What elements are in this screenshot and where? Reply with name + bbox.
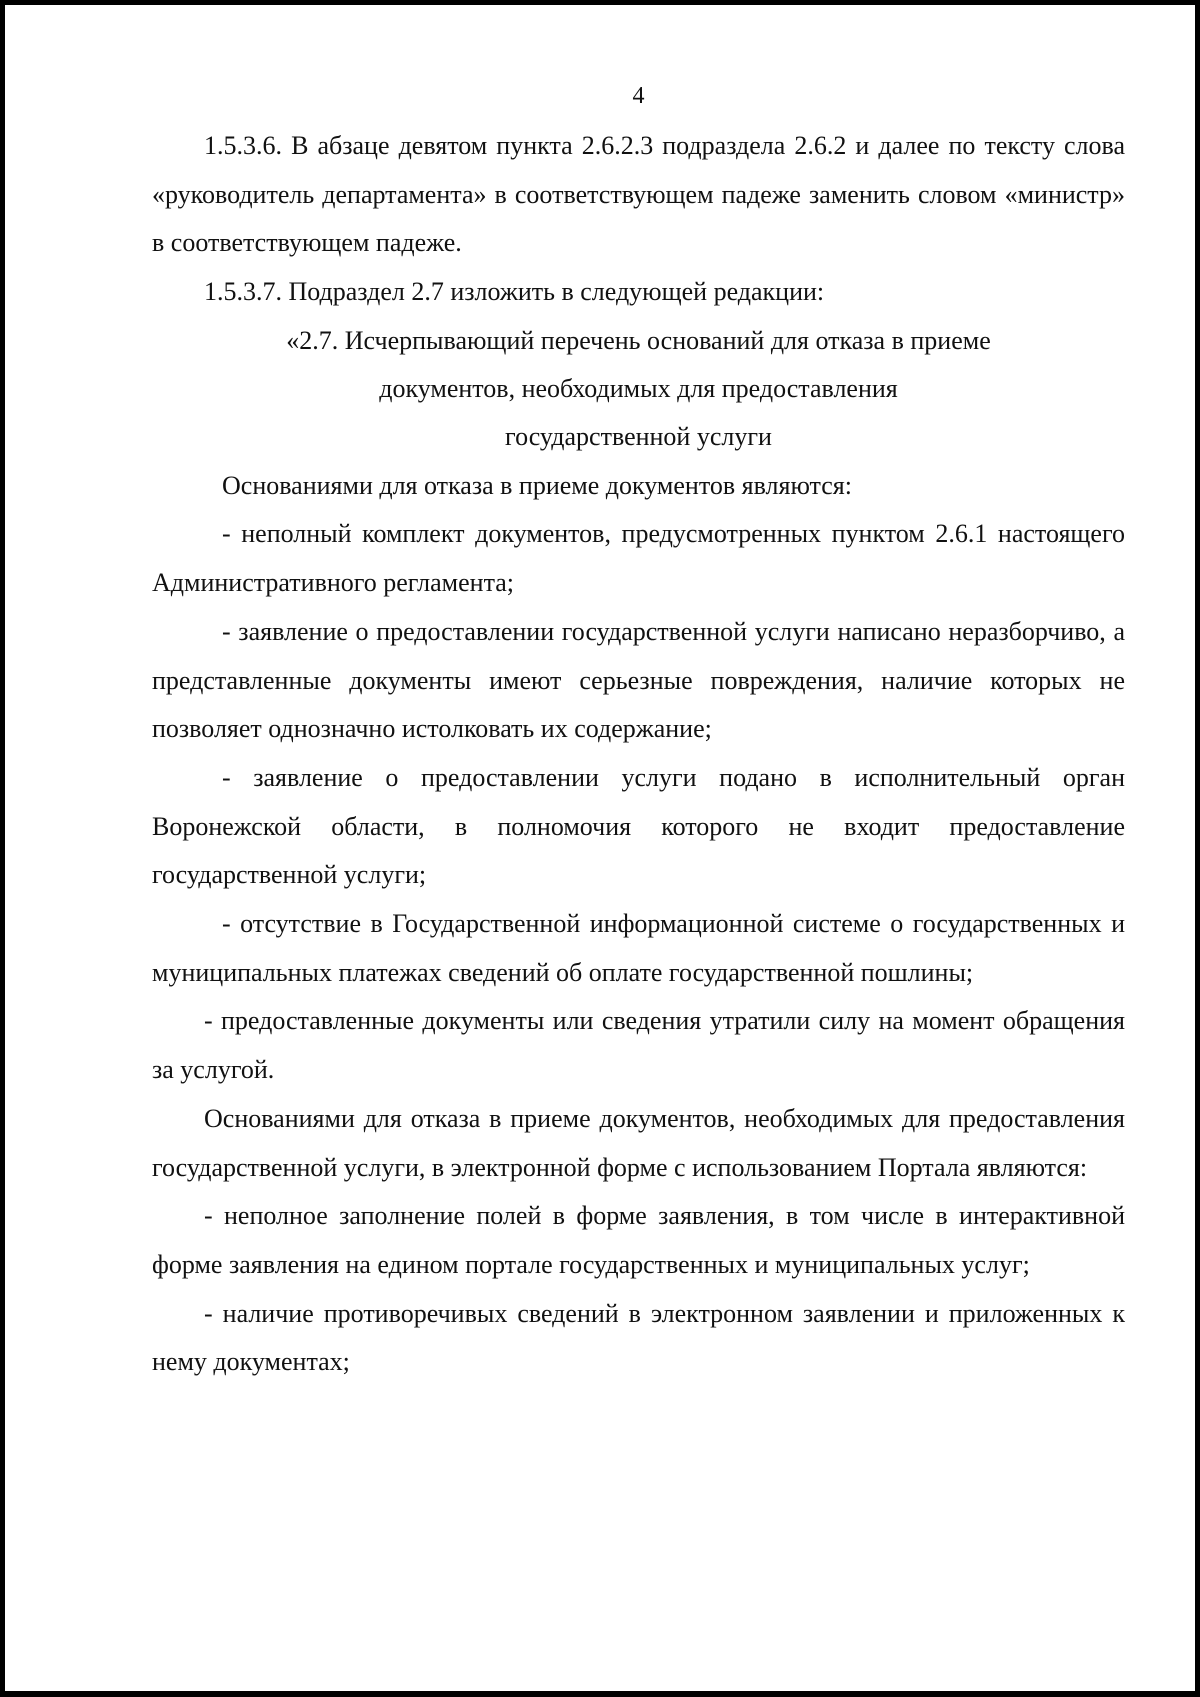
section-heading-line-2: документов, необходимых для предоставления xyxy=(379,374,898,404)
paragraph-1-5-3-6: 1.5.3.6. В абзаце девятом пункта 2.6.2.3 подраздела 2.6.2 и далее по тексту слова «руководитель департамента» в соответствующем падеже заменить словом «министр» в соответствующем падеже. xyxy=(152,131,1125,258)
section-heading-2-7 xyxy=(152,317,1125,462)
document-page xyxy=(152,78,1125,1387)
list-item-expired: - предоставленные документы или сведения утратили силу на момент обращения за услугой. xyxy=(152,1006,1125,1085)
paragraph-electronic-grounds: Основаниями для отказа в приеме документов, необходимых для предоставления государственной услуги, в электронной форме с использованием Портала являются: xyxy=(152,1103,1125,1182)
list-item-contradictory: - наличие противоречивых сведений в электронном заявлении и приложенных к нему документах; xyxy=(152,1298,1125,1377)
section-heading-line-1: «2.7. Исчерпывающий перечень оснований для отказа в приеме xyxy=(286,325,991,355)
list-item-incomplete-fields: - неполное заполнение полей в форме заявления, в том числе в интерактивной форме заявления на едином портале государственных и муниципальных услуг; xyxy=(152,1201,1125,1279)
list-item-incomplete-set: - неполный комплект документов, предусмотренных пунктом 2.6.1 настоящего Административного регламента; xyxy=(152,519,1125,598)
paragraph-1-5-3-7: 1.5.3.7. Подраздел 2.7 изложить в следующей редакции: xyxy=(204,277,825,307)
paragraph-grounds-intro: Основаниями для отказа в приеме документов являются: xyxy=(222,470,852,500)
section-heading-line-3: государственной услуги xyxy=(505,422,772,452)
list-item-illegible: - заявление о предоставлении государственной услуги написано неразборчиво, а представленные документы имеют серьезные повреждения, наличие которых не позволяет однозначно истолковать их содержание; xyxy=(152,616,1125,744)
list-item-no-payment: - отсутствие в Государственной информационной системе о государственных и муниципальных платежах сведений об оплате государственной пошлины; xyxy=(152,909,1125,987)
list-item-wrong-authority: - заявление о предоставлении услуги подано в исполнительный орган Воронежской области, в полномочия которого не входит предоставление государственной услуги; xyxy=(152,762,1125,890)
page-number: 4 xyxy=(632,83,645,109)
